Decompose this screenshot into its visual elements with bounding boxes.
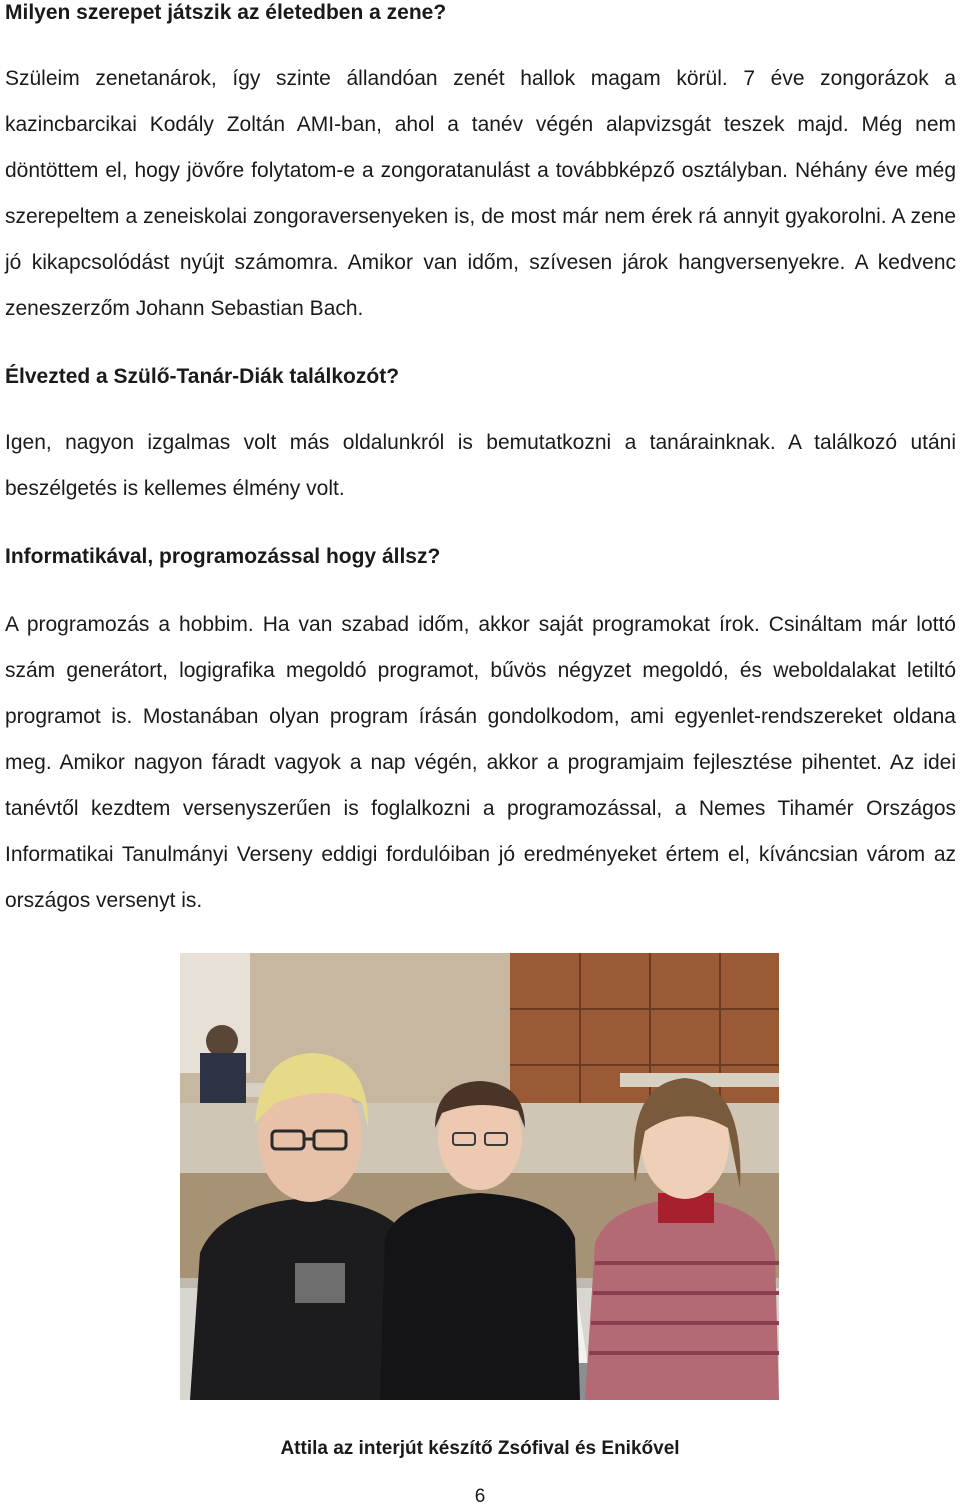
photo-caption: Attila az interjút készítő Zsófival és Enikővel	[280, 1438, 680, 1459]
answer-paragraph: Igen, nagyon izgalmas volt más oldalunkról is bemutatkozni a tanárainknak. A találkozó utáni beszélgetés is kellemes élmény volt.	[5, 431, 956, 500]
page-number: 6	[474, 1486, 486, 1507]
question-heading: Élvezted a Szülő-Tanár-Diák találkozót?	[5, 365, 400, 388]
answer-paragraph: A programozás a hobbim. Ha van szabad időm, akkor saját programokat írok. Csináltam már lottó szám generátort, logigrafika megoldó programot, bűvös négyzet megoldó, és weboldalakat letiltó programot is. Mostanában olyan program írásán gondolkodom, ami egyenlet-rendszereket oldana meg. Amikor nagyon fáradt vagyok a nap végén, akkor a programjaim fejlesztése pihentet. Az idei tanévtől kezdtem versenyszerűen is foglalkozni a programozással, a Nemes Tihamér Országos Informatikai Tanulmányi Verseny eddigi fordulóiban jó eredményeket értem el, kíváncsian várom az országos versenyt is.	[5, 613, 956, 912]
question-heading: Milyen szerepet játszik az életedben a zene?	[5, 1, 447, 24]
photo-illustration	[180, 953, 779, 1400]
interview-photo	[180, 953, 779, 1400]
question-heading: Informatikával, programozással hogy állsz?	[5, 545, 441, 568]
answer-paragraph: Szüleim zenetanárok, így szinte állandóan zenét hallok magam körül. 7 éve zongorázok a kazincbarcikai Kodály Zoltán AMI-ban, ahol a tanév végén alapvizsgát teszek majd. Még nem döntöttem el, hogy jövőre folytatom-e a zongoratanulást a továbbképző osztályban. Néhány éve még szerepeltem a zeneiskolai zongoraversenyeken is, de most már nem érek rá annyit gyakorolni. A zene jó kikapcsolódást nyújt számomra. Amikor van időm, szívesen járok hangversenyekre. A kedvenc zeneszerzőm Johann Sebastian Bach.	[5, 67, 956, 320]
